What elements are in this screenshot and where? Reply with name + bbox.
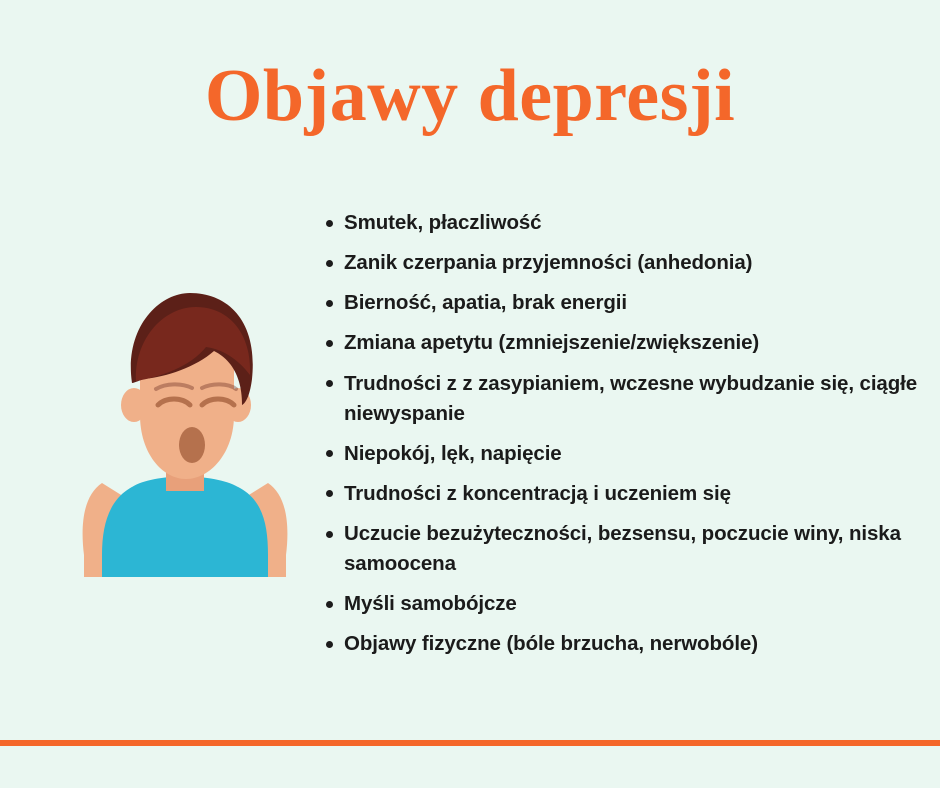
bullet-icon [318, 369, 340, 399]
footer-area [0, 746, 940, 788]
list-item [318, 589, 918, 619]
sad-boy-illustration [62, 255, 312, 585]
list-item [318, 208, 918, 238]
symptom-label: Myśli samobójcze [344, 592, 517, 616]
list-item [318, 519, 918, 579]
symptom-label: Zmiana apetytu (zmniejszenie/zwiększenie) [344, 331, 760, 355]
list-item [318, 328, 918, 358]
symptom-label: Objawy fizyczne (bóle brzucha, nerwobóle) [344, 632, 758, 656]
list-item [318, 248, 918, 278]
bullet-icon [318, 589, 340, 619]
bullet-icon [318, 328, 340, 358]
list-item [318, 369, 918, 429]
symptom-label: Trudności z z zasypianiem, wczesne wybudzanie się, ciągłe niewyspanie [344, 371, 918, 425]
symptom-label: Uczucie bezużyteczności, bezsensu, poczucie winy, niska samoocena [344, 522, 901, 576]
list-item [318, 288, 918, 318]
list-item [318, 629, 918, 659]
bullet-icon [318, 439, 340, 469]
bullet-icon [318, 248, 340, 278]
symptom-label: Smutek, płaczliwość [344, 211, 542, 234]
bullet-icon [318, 629, 340, 659]
bullet-icon [318, 519, 340, 549]
symptom-label: Niepokój, lęk, napięcie [344, 441, 562, 465]
symptom-label: Bierność, apatia, brak energii [344, 291, 627, 315]
bullet-icon [318, 479, 340, 509]
list-item [318, 479, 918, 509]
bullet-icon [318, 208, 340, 238]
page-title: Objawy depresji [204, 55, 736, 137]
symptom-label: Zanik czerpania przyjemności (anhedonia) [344, 251, 753, 275]
bullet-icon [318, 288, 340, 318]
symptom-list [318, 208, 918, 670]
symptom-label: Trudności z koncentracją i uczeniem się [344, 481, 731, 505]
list-item [318, 439, 918, 469]
